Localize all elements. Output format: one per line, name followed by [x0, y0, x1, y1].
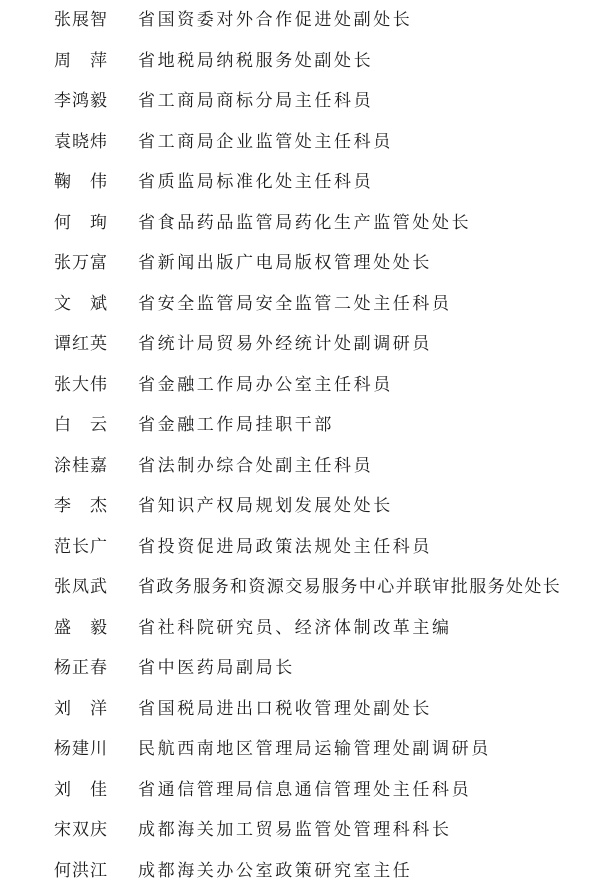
- person-name: 盛 毅: [54, 618, 108, 638]
- list-item: [0, 5, 612, 35]
- list-item: [0, 653, 612, 683]
- person-name: 刘 洋: [54, 699, 108, 719]
- person-name: 李 杰: [54, 496, 108, 516]
- person-title: 省政务服务和资源交易服务中心并联审批服务处处长: [138, 577, 562, 597]
- person-name: 袁晓炜: [54, 132, 108, 152]
- person-name: 鞠 伟: [54, 172, 108, 192]
- list-item: [0, 491, 612, 521]
- person-name: 周 萍: [54, 51, 108, 71]
- person-title: 省投资促进局政策法规处主任科员: [138, 537, 432, 557]
- person-title: 成都海关办公室政策研究室主任: [138, 861, 413, 881]
- person-name: 谭红英: [54, 334, 108, 354]
- person-title: 省安全监管局安全监管二处主任科员: [138, 294, 452, 314]
- list-item: [0, 289, 612, 319]
- person-title: 省知识产权局规划发展处处长: [138, 496, 393, 516]
- list-item: [0, 46, 612, 76]
- person-title: 省国税局进出口税收管理处副处长: [138, 699, 432, 719]
- person-title: 省工商局企业监管处主任科员: [138, 132, 393, 152]
- list-item: [0, 694, 612, 724]
- list-item: [0, 532, 612, 562]
- list-item: [0, 167, 612, 197]
- person-title: 省新闻出版广电局版权管理处处长: [138, 253, 432, 273]
- list-item: [0, 775, 612, 805]
- person-title: 省工商局商标分局主任科员: [138, 91, 374, 111]
- list-item: [0, 410, 612, 440]
- person-title: 省金融工作局挂职干部: [138, 415, 334, 435]
- person-title: 省食品药品监管局药化生产监管处处长: [138, 213, 472, 233]
- list-item: [0, 734, 612, 764]
- person-name: 何 珣: [54, 213, 108, 233]
- person-title: 民航西南地区管理局运输管理处副调研员: [138, 739, 491, 759]
- list-item: [0, 329, 612, 359]
- person-name: 张展智: [54, 10, 108, 30]
- person-name: 杨正春: [54, 658, 108, 678]
- list-item: [0, 451, 612, 481]
- person-name: 文 斌: [54, 294, 108, 314]
- person-name: 张凤武: [54, 577, 108, 597]
- list-item: [0, 127, 612, 157]
- list-item: [0, 572, 612, 602]
- person-title: 成都海关加工贸易监管处管理科科长: [138, 820, 452, 840]
- list-item: [0, 248, 612, 278]
- list-item: [0, 856, 612, 886]
- list-item: [0, 613, 612, 643]
- person-name: 宋双庆: [54, 820, 108, 840]
- list-item: [0, 815, 612, 845]
- list-item: [0, 86, 612, 116]
- person-title: 省地税局纳税服务处副处长: [138, 51, 374, 71]
- list-item: [0, 208, 612, 238]
- person-name: 何洪江: [54, 861, 108, 881]
- person-name: 张万富: [54, 253, 108, 273]
- person-name: 白 云: [54, 415, 108, 435]
- person-name: 李鸿毅: [54, 91, 108, 111]
- person-title: 省社科院研究员、经济体制改革主编: [138, 618, 452, 638]
- list-item: [0, 370, 612, 400]
- person-title: 省法制办综合处副主任科员: [138, 456, 374, 476]
- person-name: 杨建川: [54, 739, 108, 759]
- person-name: 涂桂嘉: [54, 456, 108, 476]
- person-title: 省统计局贸易外经统计处副调研员: [138, 334, 432, 354]
- person-title: 省质监局标准化处主任科员: [138, 172, 374, 192]
- person-title: 省通信管理局信息通信管理处主任科员: [138, 780, 472, 800]
- person-title: 省国资委对外合作促进处副处长: [138, 10, 413, 30]
- person-name: 刘 佳: [54, 780, 108, 800]
- person-title: 省中医药局副局长: [138, 658, 295, 678]
- person-name: 范长广: [54, 537, 108, 557]
- person-name: 张大伟: [54, 375, 108, 395]
- person-title: 省金融工作局办公室主任科员: [138, 375, 393, 395]
